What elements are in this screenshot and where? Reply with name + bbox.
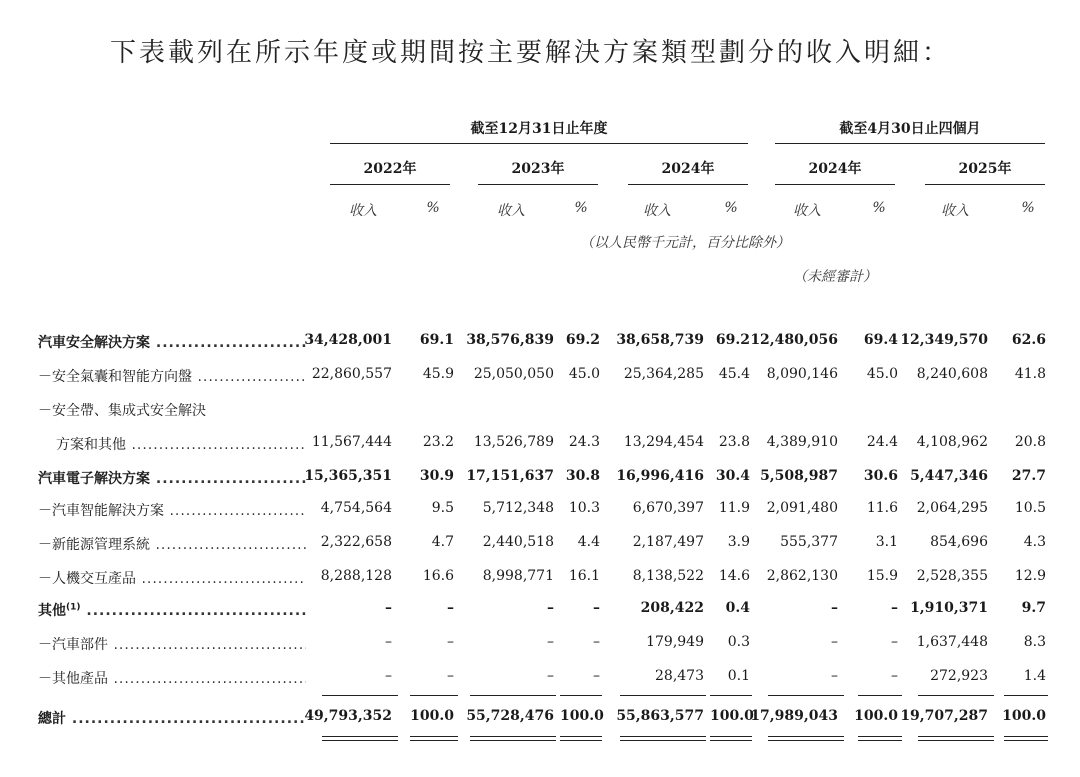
cell-pct-2023: – [593, 668, 600, 684]
cell-pct-4m-2025: 1.4 [1023, 668, 1046, 684]
cell-revenue-4m-2024: 12,480,056 [750, 332, 838, 348]
total-double-rule [620, 740, 706, 741]
cell-pct-4m-2024: 45.0 [866, 366, 898, 382]
year-rule [330, 184, 450, 185]
table-row [0, 708, 1080, 732]
annual-header-rule [330, 143, 748, 144]
cell-pct-2024: 14.6 [718, 568, 750, 584]
cell-pct-2022: – [447, 668, 454, 684]
row-label [38, 366, 306, 386]
total-double-rule [858, 736, 902, 737]
cell-pct-4m-2024: – [891, 600, 898, 616]
row-label-text: －新能源管理系統 [38, 537, 150, 553]
cell-pct-2023: 45.0 [568, 366, 600, 382]
cell-pct-2022: – [447, 600, 454, 616]
row-label [38, 568, 306, 588]
cell-pct-4m-2024: 24.4 [866, 434, 898, 450]
cell-pct-2022: 16.6 [422, 568, 454, 584]
cell-revenue-4m-2025: 1,637,448 [916, 634, 988, 650]
subtotal-rule [858, 695, 902, 696]
row-label [38, 600, 306, 620]
cell-pct-2024: 30.4 [715, 468, 750, 484]
cell-pct-2022: 69.1 [419, 332, 454, 348]
intro-text: 下表載列在所示年度或期間按主要解決方案類型劃分的收入明細： [110, 38, 952, 68]
row-label-text: －汽車智能解決方案 [38, 503, 164, 519]
total-double-rule [710, 740, 752, 741]
cell-pct-2023: 30.8 [565, 468, 600, 484]
cell-revenue-4m-2024: 2,091,480 [766, 500, 838, 516]
subtotal-rule [410, 695, 458, 696]
cell-revenue-4m-2024: – [831, 668, 838, 684]
table-row [0, 634, 1080, 658]
cell-pct-2024: 0.4 [725, 600, 750, 616]
total-double-rule [410, 736, 458, 737]
row-label-text: －汽車部件 [38, 637, 108, 653]
total-double-rule [410, 740, 458, 741]
cell-pct-4m-2024: 69.4 [863, 332, 898, 348]
total-double-rule [620, 736, 706, 737]
cell-pct-2023: 69.2 [565, 332, 600, 348]
row-label-text: －其他產品 [38, 671, 108, 687]
cell-pct-2022: 4.7 [431, 534, 454, 550]
row-label-text: －安全氣囊和智能方向盤 [38, 369, 192, 385]
total-double-rule [918, 736, 994, 737]
cell-revenue-2022: 15,365,351 [304, 468, 392, 484]
cell-pct-4m-2025: 4.3 [1023, 534, 1046, 550]
cell-revenue-2022: – [385, 600, 392, 616]
cell-revenue-2024: 55,863,577 [616, 708, 704, 724]
cell-pct-2024: 3.9 [727, 534, 750, 550]
cell-revenue-4m-2024: 4,389,910 [766, 434, 838, 450]
cell-revenue-4m-2025: 5,447,346 [910, 468, 988, 484]
cell-revenue-4m-2024: – [831, 600, 838, 616]
percent-subheader: % [574, 200, 588, 216]
year-header-2024: 2024年 [661, 161, 715, 177]
total-double-rule [1004, 736, 1048, 737]
row-label-text: 總計 [38, 711, 66, 727]
percent-subheader: % [872, 200, 886, 216]
cell-pct-4m-2024: 100.0 [854, 708, 898, 724]
cell-revenue-2023: – [547, 600, 554, 616]
cell-pct-2024: 45.4 [718, 366, 750, 382]
cell-revenue-2024: 13,294,454 [623, 434, 704, 450]
cell-pct-4m-2025: 62.6 [1011, 332, 1046, 348]
cell-pct-2022: 9.5 [431, 500, 454, 516]
cell-pct-2023: 10.3 [568, 500, 600, 516]
cell-revenue-4m-2025: 19,707,287 [900, 708, 988, 724]
cell-revenue-2023: 8,998,771 [482, 568, 554, 584]
subtotal-rule [768, 695, 844, 696]
cell-pct-4m-2024: 3.1 [875, 534, 898, 550]
cell-revenue-2024: 38,658,739 [616, 332, 704, 348]
total-double-rule [1004, 740, 1048, 741]
subtotal-rule [710, 695, 752, 696]
year-header-2022: 2022年 [363, 161, 417, 177]
cell-pct-4m-2024: 11.6 [866, 500, 898, 516]
annual-header: 截至12月31日止年度 [470, 121, 608, 137]
total-double-rule [768, 740, 844, 741]
cell-revenue-4m-2025: 8,240,608 [916, 366, 988, 382]
cell-revenue-2024: 2,187,497 [632, 534, 704, 550]
table-row [0, 534, 1080, 558]
cell-pct-2024: 0.3 [727, 634, 750, 650]
row-label [38, 668, 306, 688]
unaudited-note: （未經審計） [793, 269, 877, 285]
cell-pct-4m-2024: 30.6 [863, 468, 898, 484]
cell-pct-2022: 100.0 [410, 708, 454, 724]
cell-revenue-2024: 208,422 [640, 600, 704, 616]
cell-pct-2022: 45.9 [422, 366, 454, 382]
cell-pct-2023: 100.0 [560, 708, 604, 724]
cell-pct-2023: 24.3 [568, 434, 600, 450]
unit-note: （以人民幣千元計，百分比除外） [580, 235, 790, 251]
total-double-rule [768, 736, 844, 737]
percent-subheader: % [1021, 200, 1035, 216]
cell-revenue-2024: 6,670,397 [632, 500, 704, 516]
table-row [0, 468, 1080, 492]
cell-revenue-2024: 16,996,416 [616, 468, 704, 484]
cell-pct-2022: 23.2 [422, 434, 454, 450]
table-row [0, 600, 1080, 624]
cell-pct-2024: 100.0 [710, 708, 754, 724]
revenue-subheader: 收入 [497, 203, 525, 219]
percent-subheader: % [724, 200, 738, 216]
subtotal-rule [1004, 695, 1048, 696]
total-double-rule [710, 736, 752, 737]
cell-pct-4m-2025: 27.7 [1011, 468, 1046, 484]
year-rule [628, 184, 748, 185]
cell-pct-2023: 4.4 [577, 534, 600, 550]
percent-subheader: % [426, 200, 440, 216]
cell-revenue-2022: 11,567,444 [311, 434, 392, 450]
total-double-rule [858, 740, 902, 741]
row-label-text: －安全帶、集成式安全解決 [38, 403, 206, 419]
row-label [38, 468, 306, 488]
cell-pct-4m-2025: 9.7 [1021, 600, 1046, 616]
cell-revenue-2023: 2,440,518 [482, 534, 554, 550]
row-label [56, 434, 306, 454]
cell-revenue-2022: – [385, 668, 392, 684]
subtotal-rule [560, 695, 602, 696]
cell-revenue-2023: – [547, 668, 554, 684]
row-label [38, 534, 306, 554]
cell-revenue-2023: 25,050,050 [473, 366, 554, 382]
cell-revenue-2022: 8,288,128 [320, 568, 392, 584]
cell-revenue-4m-2024: 8,090,146 [766, 366, 838, 382]
cell-revenue-4m-2025: 1,910,371 [910, 600, 988, 616]
cell-pct-2023: – [593, 600, 600, 616]
total-double-rule [918, 740, 994, 741]
cell-revenue-4m-2024: 555,377 [780, 534, 838, 550]
cell-pct-2022: – [447, 634, 454, 650]
year-header-2025-period: 2025年 [958, 161, 1012, 177]
total-double-rule [322, 740, 398, 741]
four-months-header: 截至4月30日止四個月 [839, 121, 981, 137]
cell-pct-4m-2025: 41.8 [1014, 366, 1046, 382]
row-label [38, 400, 306, 420]
cell-revenue-2024: 25,364,285 [623, 366, 704, 382]
cell-revenue-4m-2025: 272,923 [930, 668, 988, 684]
cell-pct-4m-2025: 20.8 [1014, 434, 1046, 450]
cell-revenue-2022: – [385, 634, 392, 650]
cell-pct-4m-2025: 8.3 [1023, 634, 1046, 650]
cell-revenue-2023: 38,576,839 [466, 332, 554, 348]
year-rule [775, 184, 895, 185]
row-label [38, 500, 306, 520]
cell-revenue-4m-2025: 2,064,295 [916, 500, 988, 516]
cell-revenue-4m-2025: 854,696 [930, 534, 988, 550]
year-header-2024-period: 2024年 [808, 161, 862, 177]
cell-revenue-2022: 49,793,352 [304, 708, 392, 724]
subtotal-rule [620, 695, 706, 696]
total-double-rule [322, 736, 398, 737]
cell-pct-4m-2024: – [891, 634, 898, 650]
cell-pct-2024: 11.9 [718, 500, 750, 516]
row-label-text: 其他 [38, 603, 66, 619]
cell-pct-2024: 69.2 [715, 332, 750, 348]
cell-pct-2024: 0.1 [727, 668, 750, 684]
total-double-rule [560, 736, 602, 737]
four-months-header-rule [775, 143, 1045, 144]
subtotal-rule [918, 695, 994, 696]
cell-revenue-2023: 5,712,348 [482, 500, 554, 516]
cell-pct-4m-2025: 100.0 [1002, 708, 1046, 724]
cell-revenue-4m-2024: 17,989,043 [750, 708, 838, 724]
cell-pct-4m-2024: 15.9 [866, 568, 898, 584]
cell-revenue-2022: 34,428,001 [304, 332, 392, 348]
total-double-rule [470, 740, 556, 741]
row-label [38, 708, 306, 728]
cell-pct-2023: – [593, 634, 600, 650]
cell-pct-2023: 16.1 [568, 568, 600, 584]
cell-revenue-4m-2025: 4,108,962 [916, 434, 988, 450]
cell-revenue-4m-2025: 12,349,570 [900, 332, 988, 348]
cell-revenue-2023: 13,526,789 [473, 434, 554, 450]
revenue-subheader: 收入 [349, 203, 377, 219]
table-row [0, 366, 1080, 390]
row-label [38, 634, 306, 654]
cell-revenue-2022: 2,322,658 [320, 534, 392, 550]
table-row [0, 668, 1080, 692]
year-rule [925, 184, 1045, 185]
cell-pct-4m-2025: 10.5 [1014, 500, 1046, 516]
cell-revenue-2022: 22,860,557 [311, 366, 392, 382]
cell-revenue-4m-2024: 2,862,130 [766, 568, 838, 584]
year-rule [478, 184, 598, 185]
year-header-2023: 2023年 [511, 161, 565, 177]
row-label-text: 汽車電子解決方案 [38, 471, 150, 487]
table-row [0, 568, 1080, 592]
total-double-rule [470, 736, 556, 737]
cell-revenue-2024: 179,949 [646, 634, 704, 650]
row-label [38, 332, 306, 352]
cell-revenue-2023: 17,151,637 [466, 468, 554, 484]
cell-pct-4m-2025: 12.9 [1014, 568, 1046, 584]
revenue-subheader: 收入 [793, 203, 821, 219]
table-row [0, 400, 1080, 424]
cell-revenue-4m-2025: 2,528,355 [916, 568, 988, 584]
cell-revenue-2024: 28,473 [655, 668, 704, 684]
subtotal-rule [322, 695, 398, 696]
revenue-subheader: 收入 [941, 203, 969, 219]
cell-revenue-2022: 4,754,564 [320, 500, 392, 516]
table-row [0, 332, 1080, 356]
cell-pct-2024: 23.8 [718, 434, 750, 450]
cell-revenue-2023: – [547, 634, 554, 650]
row-label-text: －人機交互產品 [38, 571, 136, 587]
row-label-text: 方案和其他 [56, 437, 126, 453]
cell-revenue-2024: 8,138,522 [632, 568, 704, 584]
cell-revenue-4m-2024: 5,508,987 [760, 468, 838, 484]
subtotal-rule [470, 695, 556, 696]
footnote-marker: (1) [66, 602, 81, 613]
row-label-text: 汽車安全解決方案 [38, 335, 150, 351]
total-double-rule [560, 740, 602, 741]
revenue-subheader: 收入 [643, 203, 671, 219]
cell-revenue-4m-2024: – [831, 634, 838, 650]
cell-pct-2022: 30.9 [419, 468, 454, 484]
cell-pct-4m-2024: – [891, 668, 898, 684]
table-row [0, 500, 1080, 524]
table-row [0, 434, 1080, 458]
cell-revenue-2023: 55,728,476 [466, 708, 554, 724]
